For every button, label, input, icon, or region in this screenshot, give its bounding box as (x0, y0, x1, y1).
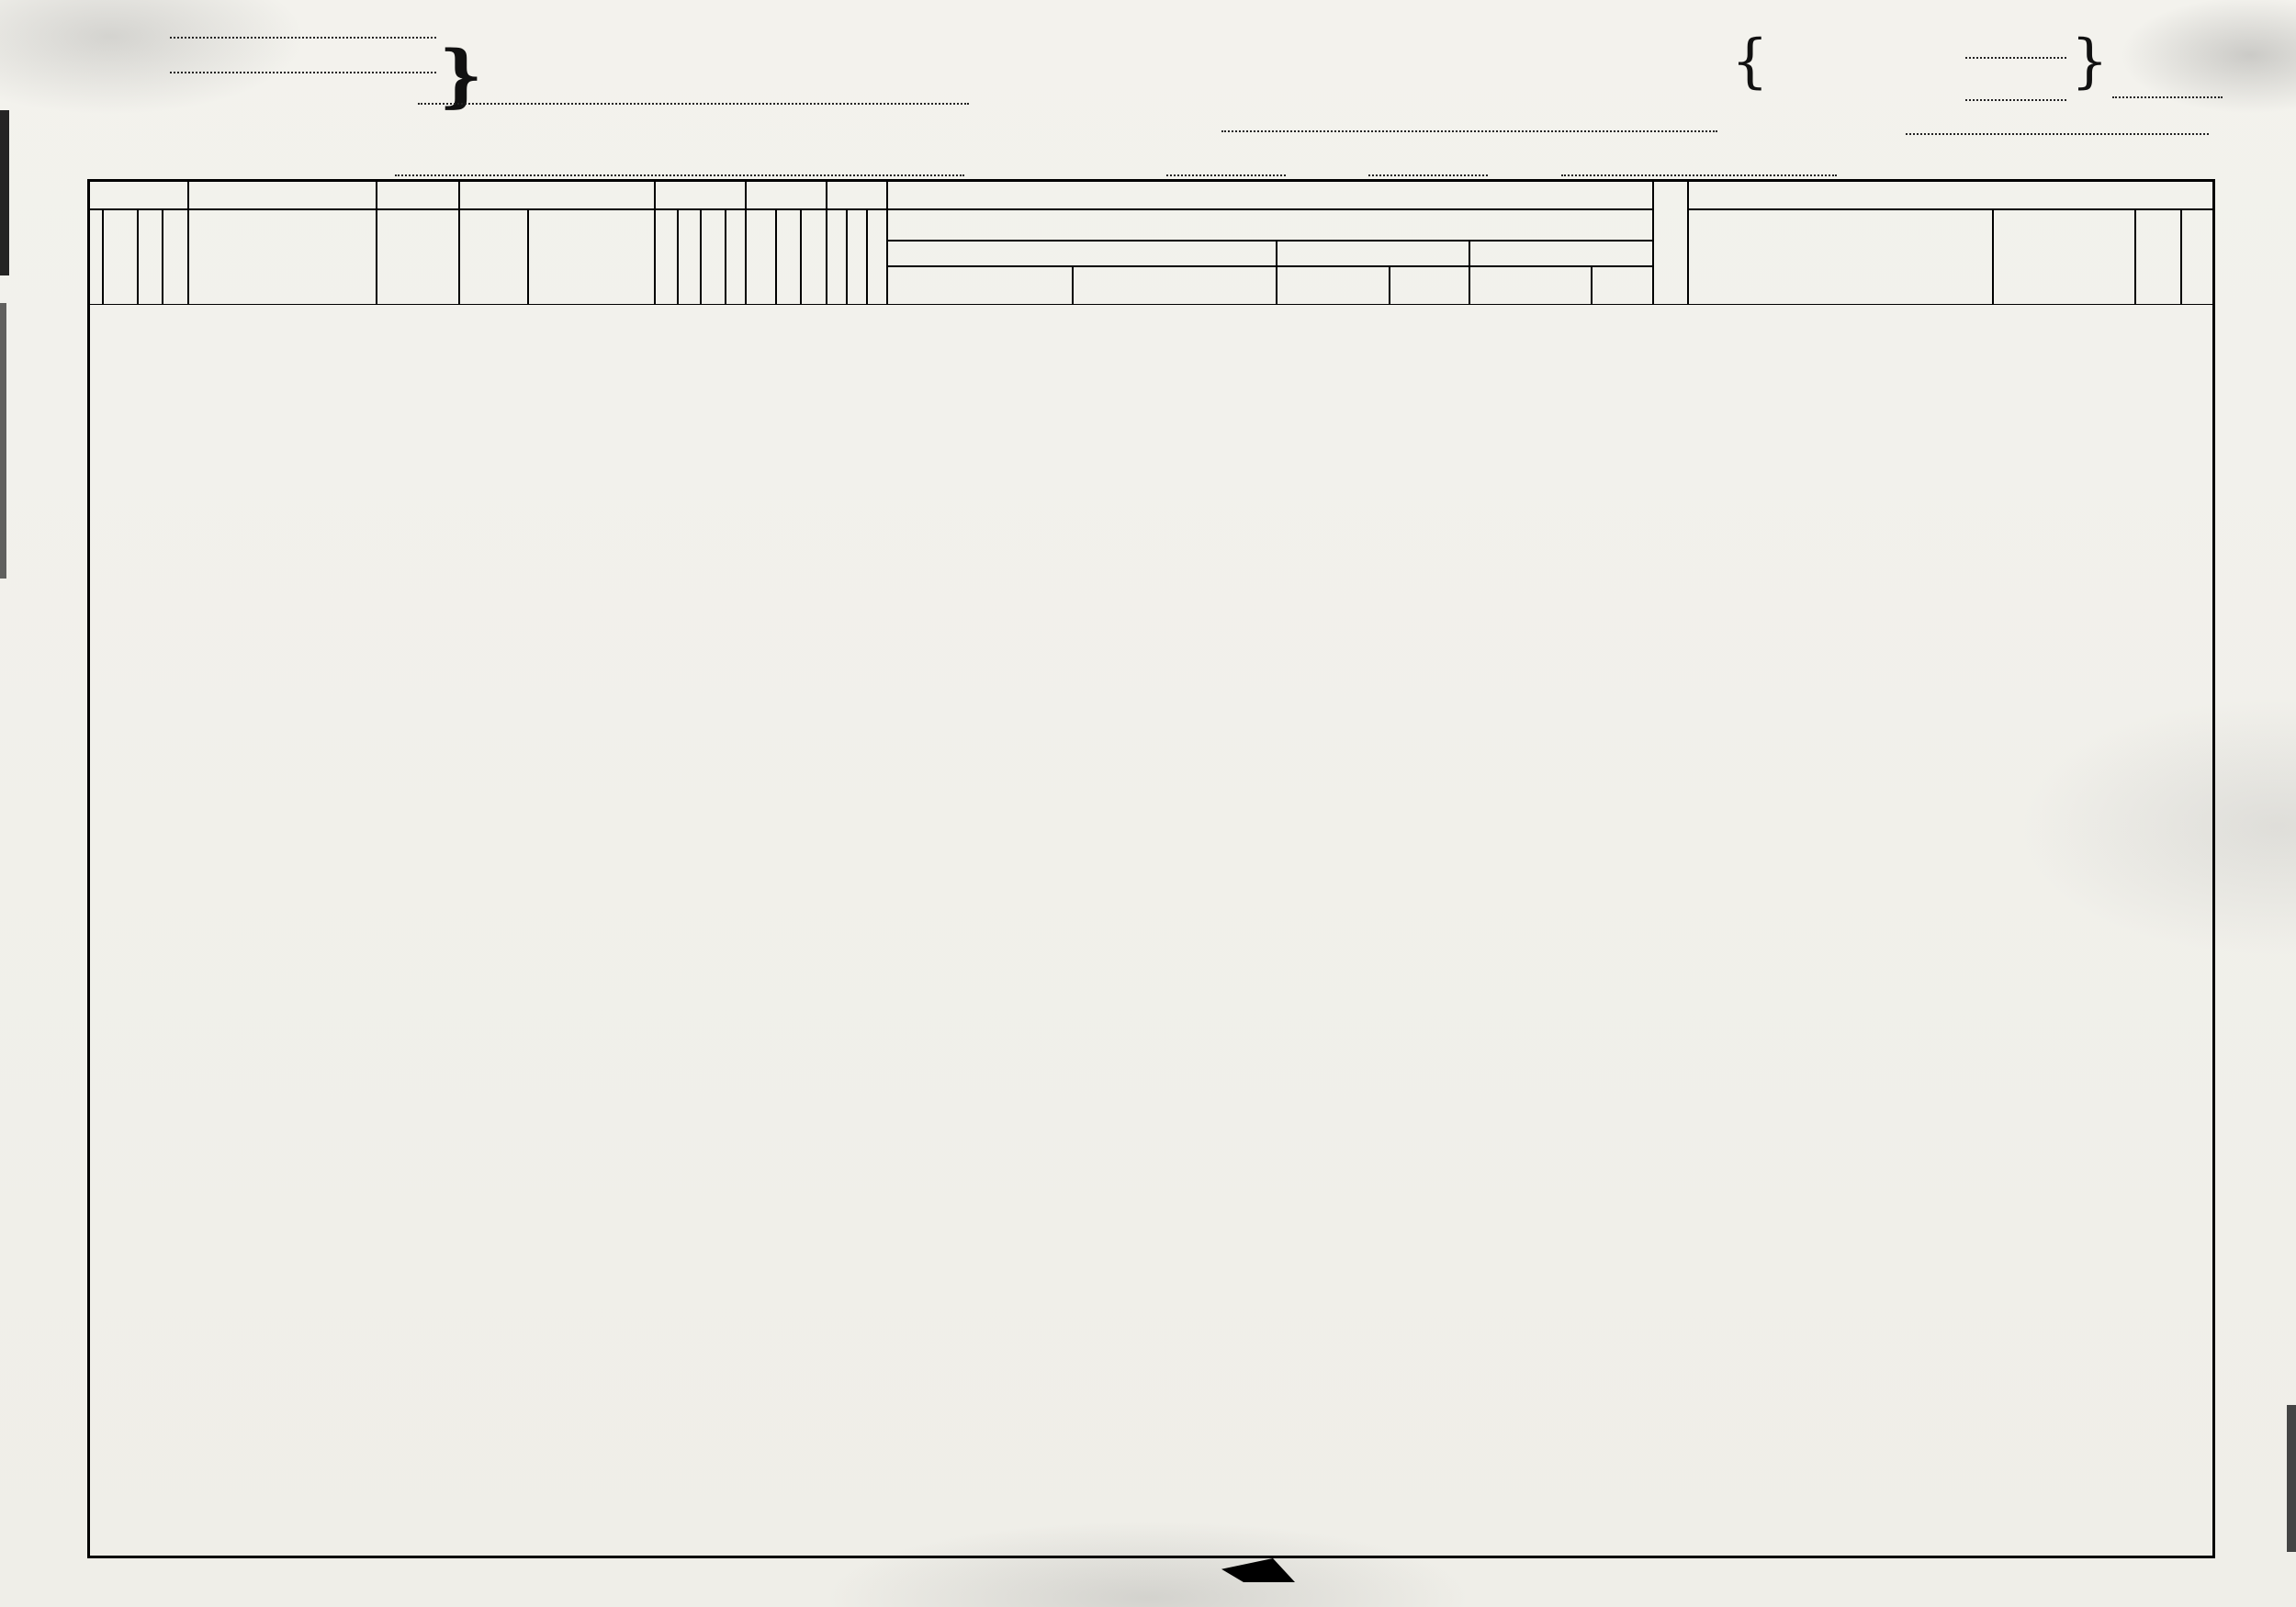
col4-family-number (163, 209, 188, 305)
township-value (418, 103, 969, 105)
col3-dwelling-number (138, 209, 163, 305)
col22-father-mt (1390, 266, 1469, 305)
group-education (827, 179, 887, 209)
district-brace-left: { (1731, 28, 1769, 96)
district-brace-right: } (2071, 28, 2109, 96)
group-relation (377, 179, 459, 209)
nativity-desc (887, 209, 1653, 241)
col1-street (87, 209, 103, 305)
group-personal-description (655, 179, 746, 209)
name-note2 (282, 214, 284, 216)
group-name (188, 179, 377, 209)
col6-relation-desc (377, 209, 459, 305)
col14-naturalized (776, 209, 801, 305)
col16-attended-school (827, 209, 847, 305)
state-county-brace: } (439, 37, 483, 116)
col18-write (867, 209, 887, 305)
col28-employer (2135, 209, 2181, 305)
enumerator-line (1561, 174, 1837, 176)
col8-free-mortgaged (528, 209, 655, 305)
group-occupation (1688, 179, 2215, 209)
col15-naturalization-year (801, 209, 827, 305)
col13-immigration-year (746, 209, 776, 305)
incorporated-line (1221, 130, 1717, 132)
state-value (170, 37, 436, 39)
col9-sex (655, 209, 678, 305)
group-place-of-abode (87, 179, 188, 209)
col25-speak-english (1653, 179, 1688, 305)
col17-read (847, 209, 867, 305)
col20-person-mt (1073, 266, 1277, 305)
col5-name-desc (188, 209, 377, 305)
col24-mother-mt (1592, 266, 1653, 305)
scan-artifact-arrow (1221, 1558, 1295, 1582)
col23-mother-pob (1469, 266, 1592, 305)
nativity-mother (1469, 241, 1653, 266)
scan-edge-artifact-right (2287, 1405, 2296, 1552)
column-number-row (0, 305, 2296, 332)
sheet-line (2112, 96, 2223, 98)
col7-home-owned (459, 209, 528, 305)
col21-father-pob (1277, 266, 1390, 305)
table-frame (87, 179, 2215, 1558)
scan-edge-artifact-mid (0, 303, 6, 579)
county-value (170, 72, 436, 73)
nativity-person (887, 241, 1277, 266)
nativity-father (1277, 241, 1469, 266)
col10-color (678, 209, 701, 305)
ward-line (1906, 133, 2209, 135)
group-nativity (887, 179, 1653, 209)
supervisor-line (1965, 57, 2066, 59)
col2-house-number (103, 209, 138, 305)
col11-age (701, 209, 726, 305)
col26-trade (1688, 209, 1993, 305)
col12-marital (726, 209, 746, 305)
enumeration-line (1965, 99, 2066, 101)
institution-line (395, 174, 964, 176)
enumerated-day-line (1166, 174, 1286, 176)
group-citizenship (746, 179, 827, 209)
col19-person-pob (887, 266, 1073, 305)
enumerated-month-line (1368, 174, 1488, 176)
group-tenure (459, 179, 655, 209)
col29-farm-schedule (2181, 209, 2215, 305)
col27-industry (1993, 209, 2135, 305)
scan-edge-artifact-top (0, 110, 9, 275)
